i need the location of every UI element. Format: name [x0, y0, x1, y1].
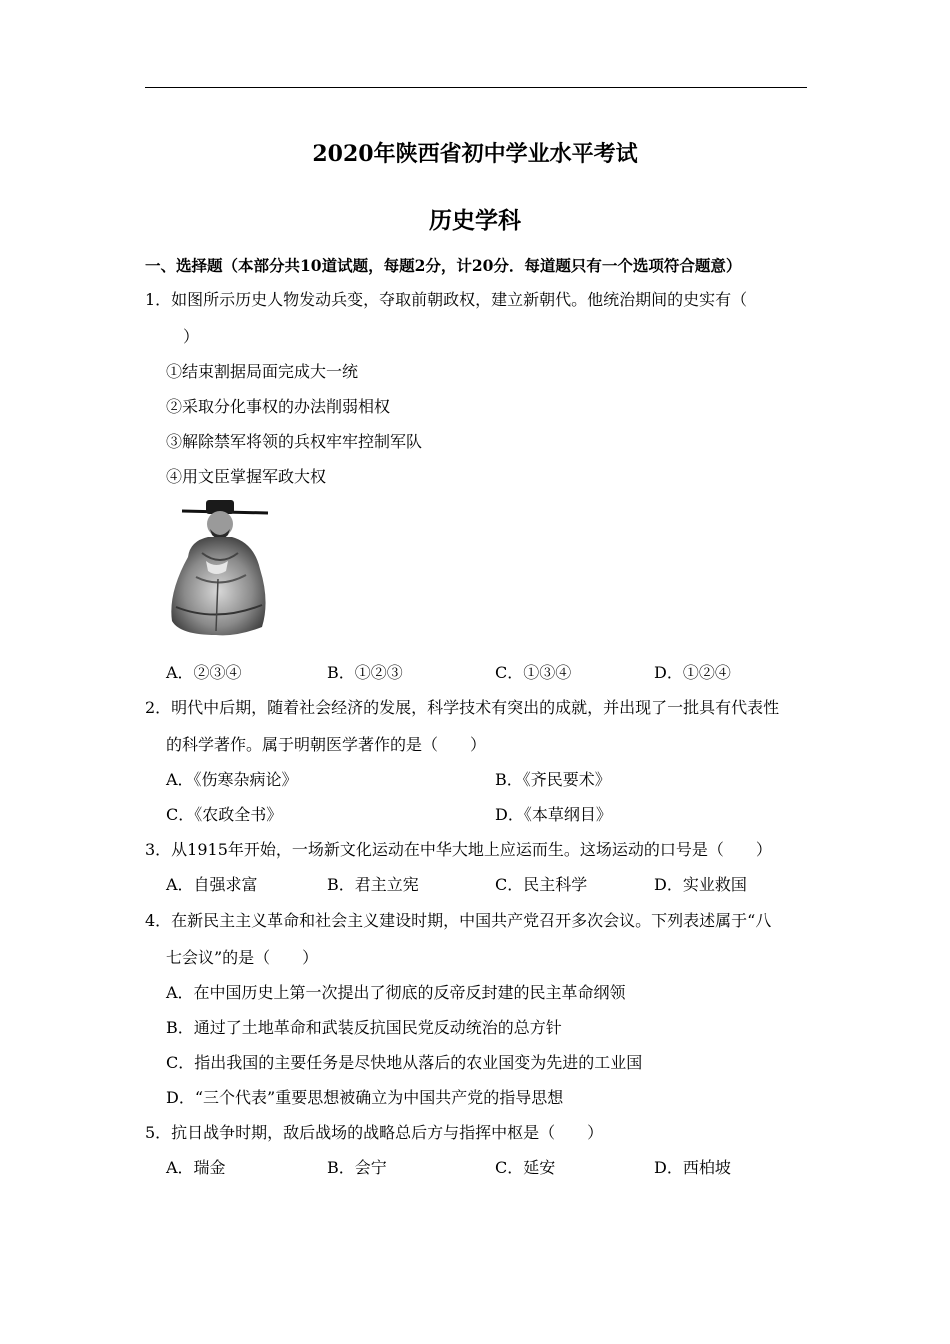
q3-stem: 3．从1915年开始，一场新文化运动在中华大地上应运而生。这场运动的口号是（ ） — [145, 840, 772, 859]
q4-option-a: A．在中国历史上第一次提出了彻底的反帝反封建的民主革命纲领 — [166, 983, 626, 1002]
q2-option-b: B．《齐民要术》 — [495, 770, 611, 789]
q1-statement-2: ②采取分化事权的办法削弱相权 — [166, 397, 391, 416]
q3-option-d: D．实业救国 — [654, 875, 747, 894]
subject-title: 历史学科 — [429, 207, 521, 234]
q1-option-c: C．①③④ — [495, 663, 572, 682]
q2-option-d: D．《本草纲目》 — [495, 805, 612, 824]
q4-option-d: D．“三个代表”重要思想被确立为中国共产党的指导思想 — [166, 1088, 564, 1107]
section-heading: 一、选择题（本部分共10道试题，每题2分，计20分．每道题只有一个选项符合题意） — [145, 256, 742, 275]
q1-statement-3: ③解除禁军将领的兵权牢牢控制军队 — [166, 432, 423, 451]
header-rule — [145, 87, 807, 88]
q5-option-c: C．延安 — [495, 1158, 556, 1177]
q2-option-a: A．《伤寒杂病论》 — [166, 770, 298, 789]
q2-option-c: C．《农政全书》 — [166, 805, 283, 824]
q3-option-a: A．自强求富 — [166, 875, 258, 894]
q1-statement-1: ①结束割据局面完成大一统 — [166, 362, 359, 381]
q1-option-d: D．①②④ — [654, 663, 731, 682]
q5-option-b: B．会宁 — [327, 1158, 387, 1177]
q1-option-b: B．①②③ — [327, 663, 403, 682]
q5-option-a: A．瑞金 — [166, 1158, 226, 1177]
q1-stem-line1: 1．如图所示历史人物发动兵变，夺取前朝政权，建立新朝代。他统治期间的史实有（ — [145, 290, 748, 309]
q3-option-c: C．民主科学 — [495, 875, 588, 894]
q4-option-c: C．指出我国的主要任务是尽快地从落后的农业国变为先进的工业国 — [166, 1053, 643, 1072]
q2-stem-line1: 2．明代中后期，随着社会经济的发展，科学技术有突出的成就，并出现了一批具有代表性 — [145, 698, 780, 717]
song-emperor-portrait-icon — [166, 497, 270, 637]
q1-stem-line2: ） — [183, 327, 200, 346]
q5-stem: 5．抗日战争时期，敌后战场的战略总后方与指挥中枢是（ ） — [145, 1123, 604, 1142]
q4-option-b: B．通过了土地革命和武装反抗国民党反动统治的总方针 — [166, 1018, 562, 1037]
q3-option-b: B．君主立宪 — [327, 875, 419, 894]
exam-title: 2020年陕西省初中学业水平考试 — [312, 141, 638, 167]
q1-statement-4: ④用文臣掌握军政大权 — [166, 467, 327, 486]
q5-option-d: D．西柏坡 — [654, 1158, 731, 1177]
q4-stem-line2: 七会议”的是（ ） — [166, 948, 319, 967]
q4-stem-line1: 4．在新民主主义革命和社会主义建设时期，中国共产党召开多次会议。下列表述属于“八 — [145, 911, 772, 930]
q1-option-a: A．②③④ — [166, 663, 242, 682]
q2-stem-line2: 的科学著作。属于明朝医学著作的是（ ） — [166, 735, 487, 754]
